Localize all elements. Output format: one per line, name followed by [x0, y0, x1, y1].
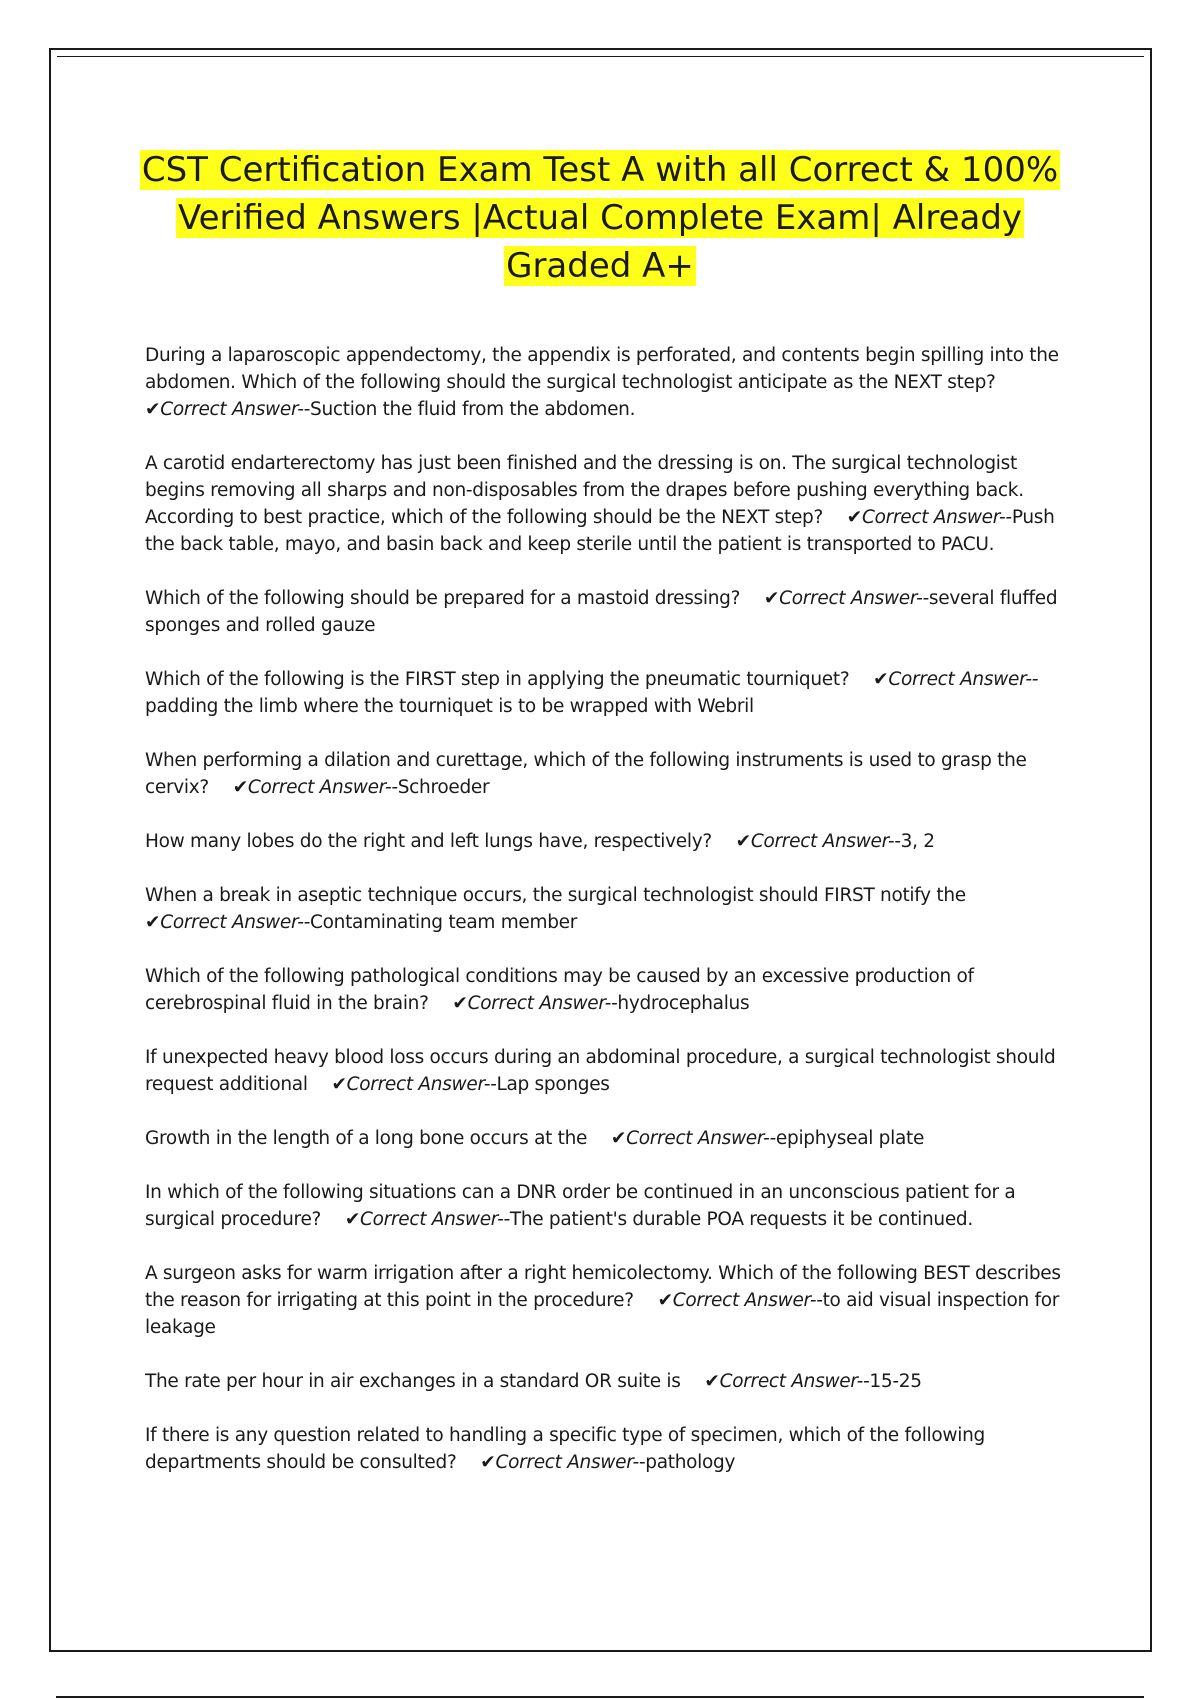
- qa-item: [145, 342, 1065, 423]
- question-text: Growth in the length of a long bone occurs at the: [145, 1128, 588, 1149]
- next-page-top-rule: [56, 1696, 1144, 1698]
- answer-text: 15-25: [869, 1371, 922, 1392]
- answer-label: Correct Answer--: [360, 1209, 510, 1230]
- question-text: During a laparoscopic appendectomy, the appendix is perforated, and contents begin spilling into the abdomen. Which of the following should the surgical technologist anticipate as the NEXT step?: [145, 345, 1059, 393]
- checkmark-icon: ✔: [873, 669, 889, 690]
- answer-label: Correct Answer--: [626, 1128, 776, 1149]
- answer-text: Suction the fluid from the abdomen.: [310, 399, 636, 420]
- answer-label: Correct Answer--: [750, 831, 901, 852]
- answer-text: Lap sponges: [496, 1074, 610, 1095]
- qa-item: [145, 585, 1065, 639]
- document-title-block: [120, 146, 1080, 290]
- question-text: The rate per hour in air exchanges in a standard OR suite is: [145, 1371, 681, 1392]
- question-text: When performing a dilation and curettage, which of the following instruments is used to grasp the cervix?: [145, 750, 1027, 798]
- answer-label: Correct Answer--: [862, 507, 1012, 528]
- question-text: In which of the following situations can a DNR order be continued in an unconscious patient for a surgical procedure?: [145, 1182, 1016, 1230]
- question-text: Which of the following should be prepared for a mastoid dressing?: [145, 588, 741, 609]
- question-answer-list: [145, 342, 1065, 1503]
- qa-item: [145, 666, 1065, 720]
- qa-item: [145, 1260, 1065, 1341]
- qa-item: [145, 1179, 1065, 1233]
- qa-item: [145, 1368, 1065, 1395]
- qa-item: [145, 1125, 1065, 1152]
- question-text: When a break in aseptic technique occurs, the surgical technologist should FIRST notify the: [145, 885, 966, 906]
- answer-label: Correct Answer--: [888, 669, 1039, 690]
- checkmark-icon: ✔: [344, 1209, 361, 1230]
- qa-item: [145, 1422, 1065, 1476]
- checkmark-icon: ✔: [657, 1290, 673, 1311]
- question-text: How many lobes do the right and left lungs have, respectively?: [145, 831, 712, 852]
- answer-label: Correct Answer--: [160, 912, 311, 933]
- answer-label: Correct Answer--: [467, 993, 618, 1014]
- answer-label: Correct Answer--: [672, 1290, 823, 1311]
- checkmark-icon: ✔: [452, 993, 468, 1014]
- question-text: Which of the following pathological conditions may be caused by an excessive production of cerebrospinal fluid in the brain?: [145, 966, 974, 1014]
- answer-label: Correct Answer--: [495, 1452, 646, 1473]
- checkmark-icon: ✔: [846, 507, 862, 528]
- checkmark-icon: ✔: [331, 1074, 347, 1095]
- answer-text: Push the back table, mayo, and basin back and keep sterile until the patient is transported to PACU.: [145, 507, 1055, 555]
- answer-label: Correct Answer--: [247, 777, 398, 798]
- qa-item: [145, 450, 1065, 558]
- checkmark-icon: ✔: [704, 1371, 720, 1392]
- answer-label: Correct Answer--: [160, 399, 311, 420]
- qa-item: [145, 747, 1065, 801]
- document-title: [120, 146, 1080, 290]
- checkmark-icon: ✔: [610, 1128, 627, 1149]
- checkmark-icon: ✔: [480, 1452, 496, 1473]
- answer-text: 3, 2: [900, 831, 935, 852]
- qa-item: [145, 882, 1065, 936]
- answer-text: several fluffed sponges and rolled gauze: [145, 588, 1058, 636]
- answer-text: pathology: [645, 1452, 736, 1473]
- checkmark-icon: ✔: [735, 831, 751, 852]
- answer-text: hydrocephalus: [617, 993, 750, 1014]
- answer-text: padding the limb where the tourniquet is to be wrapped with Webril: [145, 696, 754, 717]
- question-text: A carotid endarterectomy has just been finished and the dressing is on. The surgical technologist begins removing all sharps and non-disposables from the drapes before pushing everything back. According to best practice, which of the following should be the NEXT step?: [145, 453, 1024, 528]
- answer-label: Correct Answer--: [346, 1074, 497, 1095]
- qa-item: [145, 828, 1065, 855]
- checkmark-icon: ✔: [145, 912, 161, 933]
- answer-text: Contaminating team member: [310, 912, 578, 933]
- answer-label: Correct Answer--: [719, 1371, 870, 1392]
- answer-text: epiphyseal plate: [775, 1128, 925, 1149]
- qa-item: [145, 963, 1065, 1017]
- question-text: If there is any question related to handling a specific type of specimen, which of the following departments should be consulted?: [145, 1425, 985, 1473]
- checkmark-icon: ✔: [763, 588, 780, 609]
- answer-text: Schroeder: [397, 777, 490, 798]
- page-top-rule: [57, 56, 1144, 57]
- checkmark-icon: ✔: [232, 777, 248, 798]
- qa-item: [145, 1044, 1065, 1098]
- answer-label: Correct Answer--: [779, 588, 929, 609]
- checkmark-icon: ✔: [145, 399, 161, 420]
- document-title-text: CST Certification Exam Test A with all Correct & 100% Verified Answers |Actual Complete Exam| Already Graded A+: [141, 150, 1059, 286]
- question-text: A surgeon asks for warm irrigation after a right hemicolectomy. Which of the following BEST describes the reason for irrigating at this point in the procedure?: [145, 1263, 1061, 1311]
- answer-text: The patient's durable POA requests it be continued.: [509, 1209, 973, 1230]
- question-text: If unexpected heavy blood loss occurs during an abdominal procedure, a surgical technologist should request additional: [145, 1047, 1056, 1095]
- answer-text: to aid visual inspection for leakage: [145, 1290, 1060, 1338]
- question-text: Which of the following is the FIRST step in applying the pneumatic tourniquet?: [145, 669, 850, 690]
